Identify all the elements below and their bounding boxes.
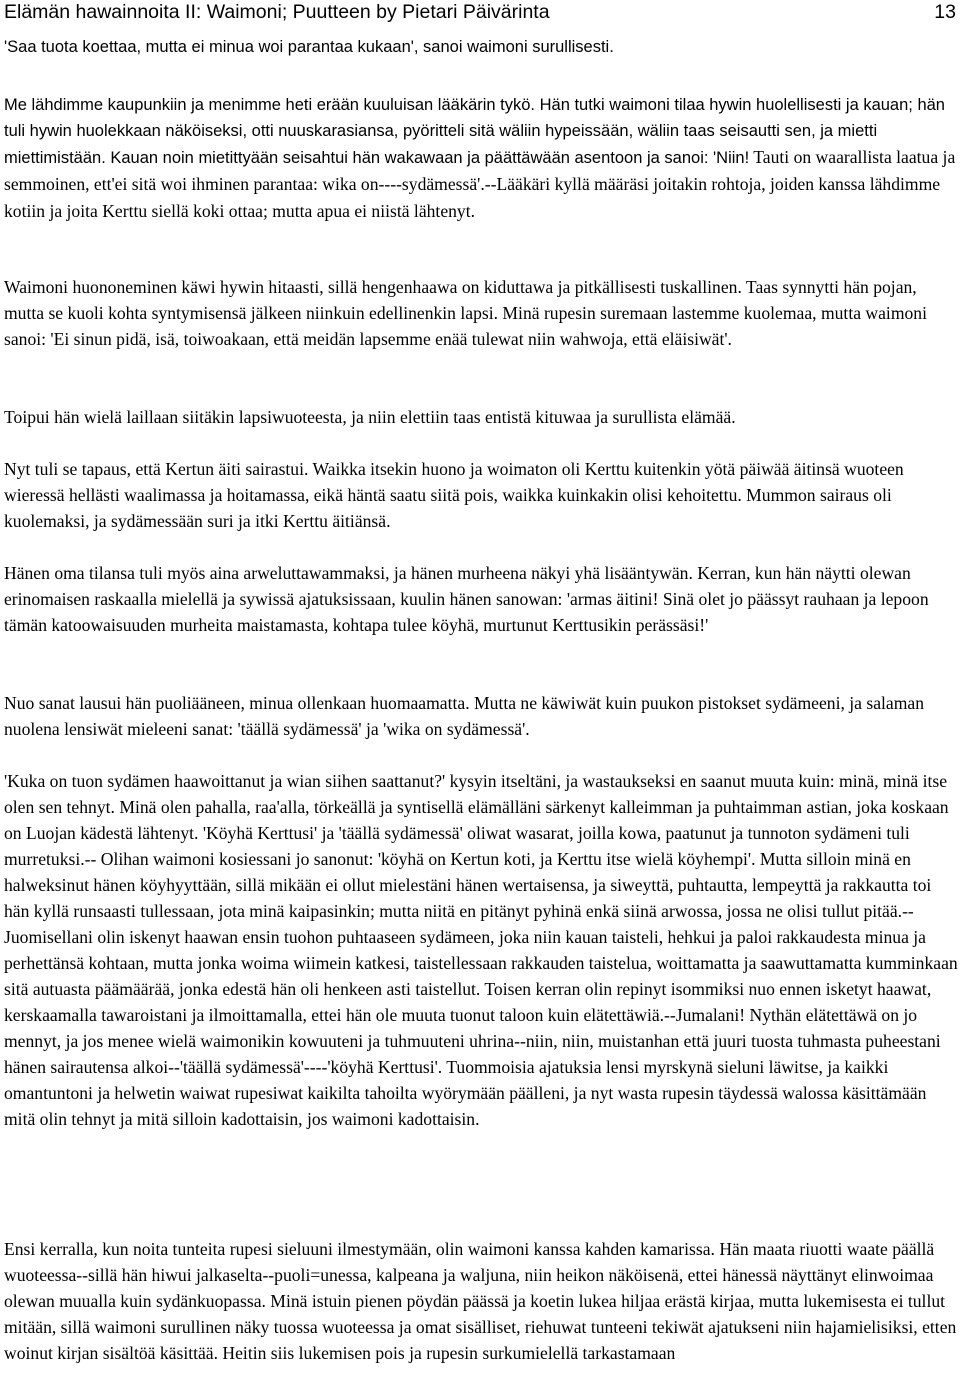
page-header: [4, 0, 956, 24]
paragraph-1-text: 'Saa tuota koettaa, mutta ei minua woi parantaa kukaan', sanoi waimoni surullisesti.: [4, 38, 614, 56]
document-title: Elämän hawainnoita II: Waimoni; Puutteen by Pietari Päivärinta: [4, 1, 550, 23]
paragraph-2-text-serif: Tauti on waarallista laatua ja semmoinen, ett'ei sitä woi ihminen parantaa: wika on----sydämessä'.--Lääkäri kyllä määräsi joitakin rohtoja, joiden kanssa lähdimme kotiin ja joita Kerttu siellä koki ottaa; mutta apua ei niistä lähtenyt.: [4, 147, 956, 221]
paragraph-1: [4, 34, 958, 60]
paragraph-2: [4, 92, 958, 225]
paragraph-9-text: Ensi kerralla, kun noita tunteita rupesi sieluuni ilmestymään, olin waimoni kanssa kahden kamarissa. Hän maata riuotti waate päällä wuoteessa--sillä hän hiwui jalkaselta--puoli=unessa, kalpeana ja waljuna, niin heikon näköisenä, ettei hänessä näyttänyt elinwoimaa olewan muualla kuin sydänkuopassa. Minä istuin pienen pöydän päässä ja koetin lukea hiljaa erästä kirjaa, mutta lukemisesta ei tullut mitään, sillä waimoni surullinen näky tuossa wuoteessa ja omat sisälliset, riehuwat tunteeni tekiwät ajatukseni niin hajamielisiksi, etten woinut kirjan sisältöä käsittää. Heitin siis lukemisen pois ja rupesin surkumielellä tarkastamaan: [4, 1239, 957, 1363]
paragraph-6: [4, 560, 958, 638]
paragraph-9: [4, 1236, 958, 1366]
paragraph-3-text: Waimoni huononeminen käwi hywin hitaasti, sillä hengenhaawa on kiduttawa ja pitkällisesti tuskallinen. Taas synnytti hän pojan, mutta se kuoli kohta syntymisensä jälkeen niinkuin edellinenkin lapsi. Minä rupesin suremaan lastemme kuolemaa, mutta waimoni sanoi: 'Ei sinun pidä, isä, toiwoakaan, että meidän lapsemme enää tulewat niin wahwoja, että eläisiwät'.: [4, 277, 927, 349]
paragraph-6-text: Hänen oma tilansa tuli myös aina arweluttawammaksi, ja hänen murheena näkyi yhä lisääntywän. Kerran, kun hän näytti olewan erinomaisen raskaalla mielellä ja sywissä ajatuksissaan, kuulin hänen sanowan: 'armas äitini! Sinä olet jo päässyt rauhaan ja lepoon tämän katoowaisuuden murheita maistamasta, kohtapa tulee köyhä, murtunut Kerttusikin perässäsi!': [4, 563, 929, 635]
paragraph-4: [4, 404, 958, 430]
paragraph-5-text: Nyt tuli se tapaus, että Kertun äiti sairastui. Waikka itsekin huono ja woimaton oli Kerttu kuitenkin yötä päiwää äitinsä wuoteen wieressä hellästi waalimassa ja hoitamassa, eikä häntä saatu siitä pois, waikka kuinkakin olisi kehoitettu. Mummon sairaus oli kuolemaksi, ja sydämessään suri ja itki Kerttu äitiänsä.: [4, 459, 904, 531]
paragraph-8-text: 'Kuka on tuon sydämen haawoittanut ja wian siihen saattanut?' kysyin itseltäni, ja wastaukseksi en saanut muuta kuin: minä, minä itse olen sen tehnyt. Minä olen pahalla, raa'alla, törkeällä ja syntisellä elämälläni särkenyt kalleimman ja puhtaimman astian, joka koskaan on Luojan kädestä lähtenyt. 'Köyhä Kerttusi' ja 'täällä sydämessä' oliwat wasarat, joilla kowa, paatunut ja tunnoton sydämeni tuli murretuksi.-- Olihan waimoni kosiessani jo sanonut: 'köyhä on Kertun koti, ja Kerttu itse wielä köyhempi'. Mutta silloin minä en halweksinut hänen köyhyyttään, sillä mikään ei ollut mielestäni hänen wertaisensa, ja siweyttä, puhtautta, lempeyttä ja rakkautta toi hän kyllä runsaasti tullessaan, jota minä kaipasinkin; mutta niitä en pitänyt pyhinä enkä siinä arwossa, jossa ne olisi tullut pitää.--Juomisellani olin iskenyt haawan ensin tuohon puhtaaseen sydämeen, joka niin kauan taisteli, hehkui ja paloi rakkaudesta minua ja perhettänsä kohtaan, mutta jonka woima wiimein katkesi, taistellessaan rakkauden taistelua, woittamatta ja saawuttamatta kumminkaan sitä autuasta päämäärää, jonka edestä hän oli henkeen asti taistellut. Toisen kerran olin repinyt isommiksi nuo ennen isketyt haawat, kerskaamalla tawaroistani ja ilmoittamalla, ettei hän ole muuta tuonut taloon kuin elätettäwiä.--Jumalani! Nythän elätettäwä on jo mennyt, ja jos menee wielä waimonikin kowuuteni ja tuhmuuteni uhrina--niin, niin, muistanhan että juuri tuosta tuhmasta puheestani hänen sairautensa alkoi--'täällä sydämessä'----'köyhä Kerttusi'. Tuommoisia ajatuksia lensi myrskynä sieluni läwitse, ja kaikki omantuntoni ja helwetin waiwat rupesiwat kaikilta tahoilta wyörymään päälleni, ja nyt wasta rupesin täydessä walossa käsittämään mitä olin tehnyt ja mitä silloin kadottaisin, jos waimoni kadottaisin.: [4, 771, 958, 1129]
paragraph-7: [4, 690, 958, 742]
paragraph-2-text-sans: Me lähdimme kaupunkiin ja menimme heti erään kuuluisan lääkärin tykö. Hän tutki waimoni tilaa hywin huolellisesti ja kauan; hän tuli hywin huolekkaan näköiseksi, otti nuuskarasiansa, pyöritteli sitä wäliin hypeissään, wäliin taas seisautti sen, ja mietti miettimistään. Kauan noin mietittyään seisahtui hän wakawaan ja päättäwään asentoon ja sanoi: 'Niin!: [4, 96, 945, 167]
paragraph-7-text: Nuo sanat lausui hän puoliääneen, minua ollenkaan huomaamatta. Mutta ne käwiwät kuin puukon pistokset sydämeeni, ja salaman nuolena lensiwät mieleeni sanat: 'täällä sydämessä' ja 'wika on sydämessä'.: [4, 693, 925, 739]
paragraph-3: [4, 274, 958, 352]
paragraph-4-text: Toipui hän wielä laillaan siitäkin lapsiwuoteesta, ja niin elettiin taas entistä kituwaa ja surullista elämää.: [4, 407, 736, 427]
page-number: 13: [934, 1, 956, 23]
paragraph-8: [4, 768, 958, 1132]
paragraph-5: [4, 456, 958, 534]
